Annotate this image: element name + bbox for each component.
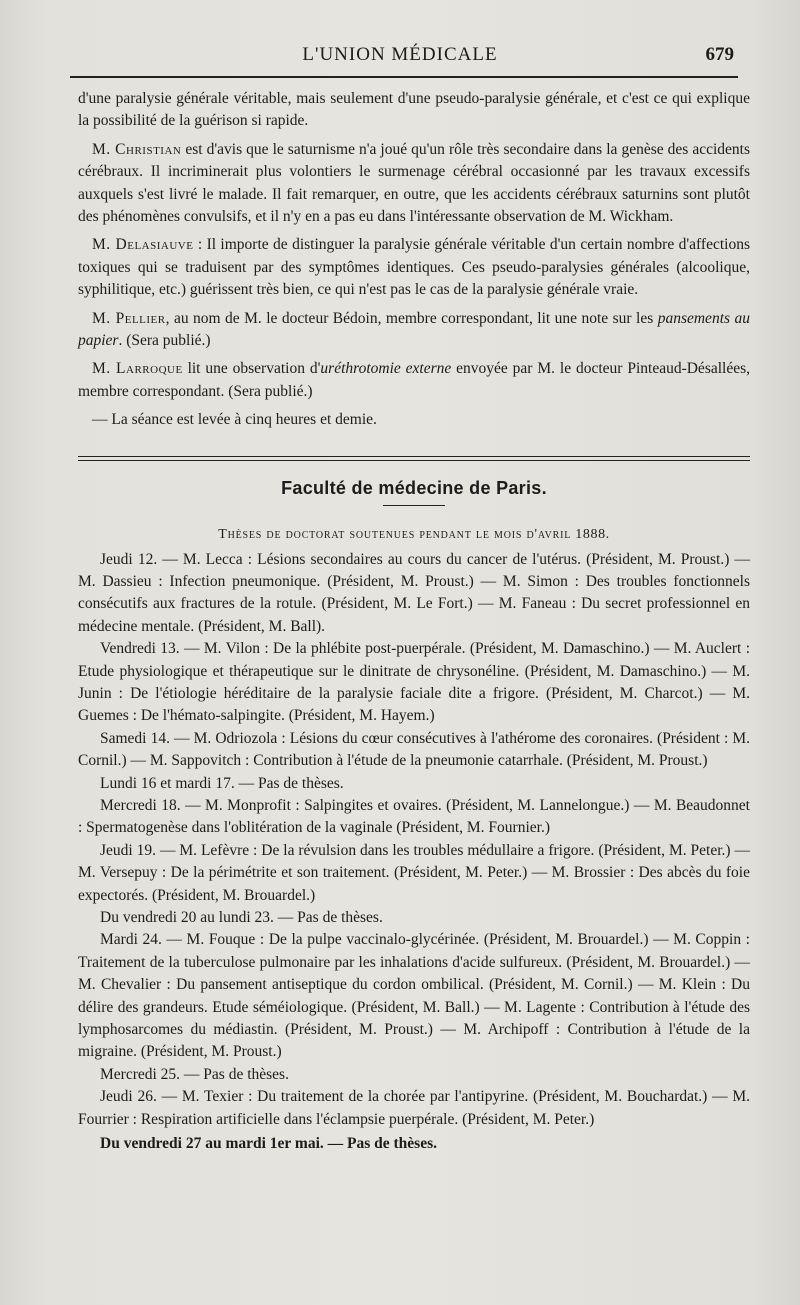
paragraph-text: . (Sera publié.) — [118, 332, 211, 350]
thesis-entry: Jeudi 26. — M. Texier : Du traitement de la chorée par l'antipyrine. (Président, M. Bouchardat.) — M. Fourrier : Respiration artificielle dans l'éclampsie puerpérale. (Président, M. Peter.) — [78, 1088, 750, 1128]
speaker-name: M. Delasiauve — [92, 236, 194, 254]
thesis-entry: Vendredi 13. — M. Vilon : De la phlébite post-puerpérale. (Président, M. Damaschino.) — M. Auclert : Etude physiologique et thérapeutique sur le dinitrate de chrysonéline. (Président, M. Damaschino.) — M. Junin : De l'étiologie héréditaire de la paralysie faciale dite a frigore. (Président, M. Charcot.) — M. Guemes : De l'hémato-salpingite. (Président, M. Hayem.) — [78, 640, 750, 725]
italic-title: pansements au papier — [78, 309, 750, 350]
thesis-entry: Jeudi 19. — M. Lefèvre : De la révulsion dans les troubles médullaire a frigore. (Président, M. Peter.) — M. Versepuy : De la périmétrite et son traitement. (Président, M. Peter.) — M. Brossier : Des abcès du foie expectorés. (Président, M. Brouardel.) — [78, 841, 750, 904]
speaker-name: M. Larroque — [92, 360, 183, 378]
running-title: L'UNION MÉDICALE — [302, 44, 498, 65]
thesis-entry: Mercredi 18. — M. Monprofit : Salpingites et ovaires. (Président, M. Lannelongue.) — M. Beaudonnet : Spermatogenèse dans l'oblitération de la vaginale (Président, M. Fournier.) — [78, 796, 750, 837]
paragraph: d'une paralysie générale véritable, mais seulement d'une pseudo-paralysie générale, et c'est ce qui explique la possibilité de la guérison si rapide. — [78, 90, 750, 130]
paragraph — [78, 308, 750, 353]
paragraph-text: , au nom de M. le docteur Bédoin, membre correspondant, lit une note sur les — [165, 309, 658, 327]
subtitle-text: Thèses de doctorat soutenues pendant le mois d'avril — [218, 527, 572, 543]
page-number: 679 — [705, 44, 734, 65]
section-divider — [78, 456, 750, 461]
section-subtitle — [78, 524, 750, 546]
paragraph — [78, 234, 750, 301]
thesis-entry: Samedi 14. — M. Odriozola : Lésions du cœur consécutives à l'athérome des coronaires. (Président : M. Cornil.) — M. Sappovitch : Contribution à l'étude de la pneumonie catarrhale. (Président, M. Proust.) — [78, 729, 750, 770]
article-body — [78, 88, 750, 1161]
paragraph — [78, 139, 750, 229]
speaker-name: M. Pellier — [92, 309, 166, 327]
italic-title: uréthrotomie externe — [320, 360, 452, 378]
paragraph: — La séance est levée à cinq heures et demie. — [92, 411, 377, 429]
speaker-name: M. Christian — [92, 140, 182, 158]
paragraph-text: est d'avis que le saturnisme n'a joué qu'un rôle très secondaire dans la genèse des accidents cérébraux. Il incriminerait plus volontiers le surmenage cérébral occasionné par les travaux excessifs auxquels s'est livré le malade. Il fait remarquer, en outre, que les accidents cérébraux saturnins sont plutôt des phénomènes convulsifs, et il n'y en a pas eu dans l'intéressante observation de M. Wickham. — [78, 140, 750, 226]
paragraph-text: envoyée par M. le docteur Pinteaud-Désallées, membre correspondant. (Sera publié.) — [78, 360, 751, 400]
thesis-entry: Du vendredi 20 au lundi 23. — Pas de thèses. — [100, 909, 383, 926]
thesis-entry: Lundi 16 et mardi 17. — Pas de thèses. — [100, 774, 344, 792]
section-title: Faculté de médecine de Paris. — [281, 477, 547, 498]
thesis-entry: Mercredi 25. — Pas de thèses. — [100, 1065, 289, 1083]
paragraph-text: lit une observation d' — [182, 360, 321, 378]
page-header — [0, 44, 800, 74]
paragraph-text: : Il importe de distinguer la paralysie générale véritable d'un certain nombre d'affections toxiques qui se traduisent par des symptômes identiques. Ces pseudo-paralysies générales (alcoolique, syphilitique, etc.) guérissent très bien, ce qui n'est pas le cas de la paralysie générale vraie. — [78, 236, 750, 299]
subtitle-year: 1888. — [575, 527, 610, 543]
thesis-entry: Jeudi 12. — M. Lecca : Lésions secondaires au cours du cancer de l'utérus. (Président, M. Proust.) — M. Dassieu : Infection pneumonique. (Président, M. Proust.) — M. Simon : Des troubles fonctionnels consécutifs aux fractures de la rotule. (Président, M. Le Fort.) — M. Faneau : Du secret professionnel en médecine mentale. (Président, M. Ball). — [78, 550, 750, 635]
thesis-entry-last: Du vendredi 27 au mardi 1er mai. — Pas de thèses. — [100, 1135, 437, 1153]
paragraph — [78, 358, 750, 403]
header-rule — [70, 76, 738, 78]
title-rule — [383, 505, 445, 506]
thesis-entry: Mardi 24. — M. Fouque : De la pulpe vaccinalo-glycérinée. (Président, M. Brouardel.) — M. Coppin : Traitement de la tuberculose pulmonaire par les inhalations d'acide sulfureux. (Président, M. Brouardel.) — M. Chevalier : Du pansement antiseptique du cordon ombilical. (Président, M. Cornil.) — M. Klein : Du délire des grandeurs. Etude séméiologique. (Président, M. Ball.) — M. Lagente : Contribution à l'étude des lymphosarcomes du médiastin. (Président, M. Proust.) — M. Archipoff : Contribution à l'étude de la migraine. (Président, M. Proust.) — [78, 931, 750, 1061]
